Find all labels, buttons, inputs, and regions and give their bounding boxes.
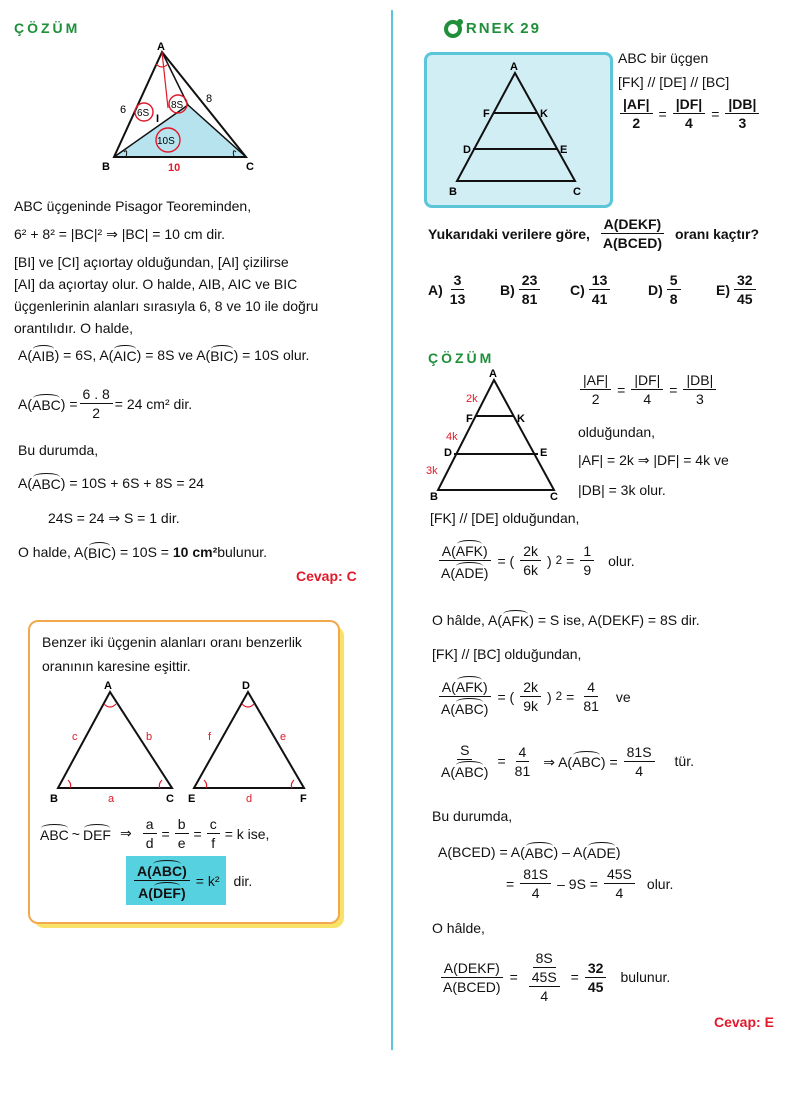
fk-bc-parallel: [FK] // [BC] olduğundan, [432,646,582,662]
option-d[interactable]: D) $\frac{5}{8}$ [648,272,716,307]
triangle-abc-figure [44,678,184,808]
ornek-logo-icon [444,20,462,38]
side-bc-label: 10 [168,162,181,174]
s-equation: 24S = 24 ⇒ S = 1 dir. [48,510,180,526]
point-i: I [156,113,160,125]
note-box [28,620,340,924]
vertex-c: C [246,161,254,173]
area-equations: A( AIB ) = 6S, A( AIC ) = 8S ve A( BIC ) = 10S olur. [18,346,310,364]
column-divider [391,10,393,1050]
svg-text:4k: 4k [446,431,458,443]
ratio-s-abc: $\frac{S}{\text{A(ABC)}}$ = $\frac{4}{81}$ ⇒ A(ABC) = $\frac{81S}{4}$ tür. [441,742,695,780]
ratio-afk-abc: $\frac{\text{A(AFK)}}{\text{A(ABC)}}$ = ( $\frac{2k}{9k}$ ) 2 = $\frac{4}{81}$ ve [436,676,631,717]
option-b[interactable]: B) $\frac{23}{81}$ [500,272,570,307]
svg-text:B: B [449,186,457,198]
svg-text:3k: 3k [426,465,438,477]
area-aic-label: 8S [171,100,184,111]
db-3k: |DB| = 3k olur. [578,482,666,498]
answer-options [428,272,776,307]
option-a[interactable]: A) $\frac{3}{13}$ [428,272,466,307]
svg-text:E: E [188,793,196,805]
in-this-case-right: Bu durumda, [432,808,513,824]
in-this-case: Bu durumda, [18,442,99,458]
option-e[interactable]: E) $\frac{32}{45}$ [716,272,776,307]
svg-text:F: F [466,413,473,425]
given-1: ABC bir üçgen [618,50,709,66]
bc-equation: 6² + 8² = |BC|² ⇒ |BC| = 10 cm dir. [14,226,226,242]
solution-header-right: ÇÖZÜM [428,350,495,366]
solution-header: ÇÖZÜM [14,20,81,36]
given-2: [FK] // [DE] // [BC] [618,74,730,90]
afk-equals-s: O hâlde, A( AFK ) = S ise, A(DEKF) = 8S dir. [432,611,700,629]
svg-text:D: D [242,680,250,692]
svg-text:A: A [489,368,497,380]
svg-text:E: E [560,144,568,156]
area-abc-equation: A( ABC ) = $\frac{6 . 8}{2}$ = 24 cm² dir. [18,386,193,421]
svg-text:C: C [166,793,174,805]
bisector-line-2: [AI] da açıortay olur. O halde, AIB, AIC ve BIC [14,276,298,292]
svg-text:A: A [510,61,518,73]
line-red [162,52,168,108]
solution-ratio: $\frac{|AF|}{2}$ = $\frac{|DF|}{4}$ = $\frac{|DB|}{3}$ [578,372,718,407]
svg-text:E: E [540,447,548,459]
option-c[interactable]: C) $\frac{13}{41}$ [570,272,648,307]
af-2k: |AF| = 2k ⇒ |DF| = 4k ve [578,452,729,468]
svg-text:B: B [430,491,438,502]
bced-equation: A(BCED) = A( ABC ) – A( ADE ) [438,843,621,861]
answer-left: Cevap: C [296,568,357,584]
svg-text:d: d [246,793,253,805]
svg-text:C: C [550,491,558,502]
svg-text:2k: 2k [466,393,478,405]
bisector-line-1: [BI] ve [CI] açıortay olduğundan, [AI] çizilirse [14,254,289,270]
svg-text:F: F [300,793,307,805]
example-header: RNEK 29 [444,20,541,38]
note-text-2: oranının karesine eşittir. [42,658,191,674]
svg-text:b: b [146,731,153,743]
sum-equation: A( ABC ) = 10S + 6S + 8S = 24 [18,474,205,492]
area-ratio-formula: $\frac{\text{A(ABC)}}{\text{A(DEF)}}$ = k² dir. [126,856,252,905]
svg-text:D: D [444,447,452,459]
therefore-right: O hâlde, [432,920,485,936]
bced-result: = $\frac{81S}{4}$ – 9S = $\frac{45S}{4}$ olur. [506,866,674,901]
bisector-line-3: üçgenlerinin alanları sırasıyla 6, 8 ve 10 ile doğru [14,298,319,314]
vertex-b: B [102,161,110,173]
svg-text:D: D [463,144,471,156]
example-triangle [427,55,610,205]
svg-text:F: F [483,108,490,120]
svg-text:e: e [280,731,287,743]
svg-text:a: a [108,793,115,805]
area-bic-label: 10S [157,136,175,147]
answer-right: Cevap: E [714,1014,774,1030]
example-figure-box [424,52,613,208]
solution-triangle [422,366,572,502]
side-ab-label: 6 [120,104,127,116]
side-ac-label: 8 [206,93,213,105]
svg-text:C: C [573,186,581,198]
vertex-a: A [157,41,165,53]
final-ratio: $\frac{\text{A(DEKF)}}{\text{A(BCED)}}$ = $\frac{8S}{\frac{45S}{4}}$ = $\frac{32}{45}$ bulunur. [438,950,670,1004]
triangle-def-figure [184,678,324,808]
note-text-1: Benzer iki üçgenin alanları oranı benzerlik [42,634,302,650]
final-equation: O halde, A( BIC ) = 10S = 10 cm² bulunur. [18,543,268,561]
fk-de-parallel: [FK] // [DE] olduğundan, [430,510,580,526]
triangle-figure-1 [96,40,266,175]
ratio-afk-ade: $\frac{\text{A(AFK)}}{\text{A(ADE)}}$ = ( $\frac{2k}{6k}$ ) 2 = $\frac{1}{9}$ olur. [436,540,635,581]
svg-text:B: B [50,793,58,805]
area-aib-label: 6S [137,108,150,119]
svg-text:A: A [104,680,112,692]
since-text: olduğundan, [578,424,656,440]
svg-text:K: K [517,413,525,425]
given-ratio: $\frac{|AF|}{2}$ = $\frac{|DF|}{4}$ = $\frac{|DB|}{3}$ [618,96,761,131]
similarity-relation: ABC ~ DEF ⇒ $\frac{a}{d}$ = $\frac{b}{e}$ = $\frac{c}{f}$ = k ise, [40,816,270,851]
svg-text:f: f [208,731,212,743]
svg-text:K: K [540,108,548,120]
question: Yukarıdaki verilere göre, $\frac{\text{A(DEKF)}}{\text{A(BCED)}}$ oranı kaçtır? [428,216,760,251]
svg-text:c: c [72,731,78,743]
pythagoras-text: ABC üçgeninde Pisagor Teoreminden, [14,198,252,214]
bisector-line-4: orantılıdır. O halde, [14,320,134,336]
